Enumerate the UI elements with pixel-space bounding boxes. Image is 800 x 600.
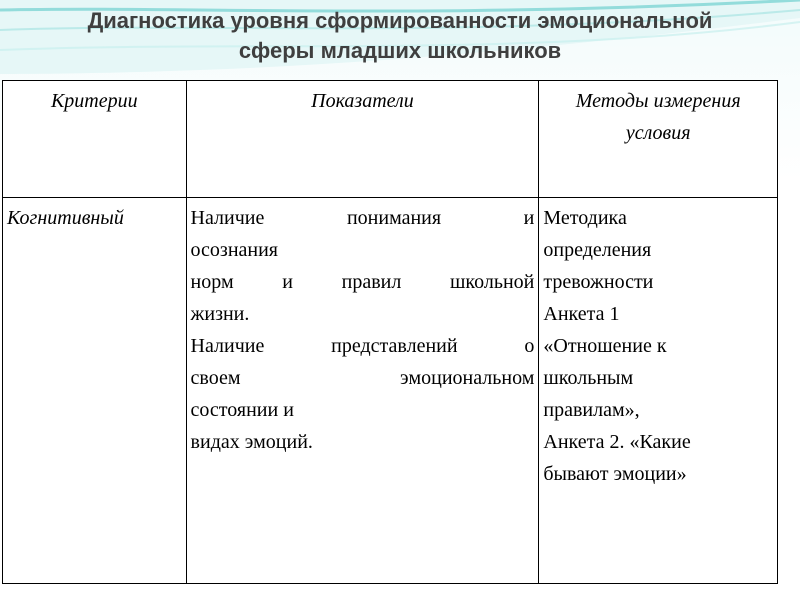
indicator-line: Наличие понимания и	[190, 207, 535, 229]
table-header-row	[3, 81, 778, 198]
method-line: бывают эмоции»	[543, 463, 687, 485]
indicator-line: видах эмоций.	[190, 431, 313, 453]
title-line-2: сферы младших школьников	[238, 38, 562, 63]
indicator-line: жизни.	[190, 303, 250, 325]
method-line: школьным	[543, 367, 634, 389]
method-line: «Отношение к	[543, 335, 667, 357]
method-line: Методика	[543, 207, 627, 229]
indicator-line: своем эмоциональном	[190, 367, 535, 389]
method-line: правилам»,	[543, 399, 640, 421]
method-line: Анкета 1	[543, 303, 620, 325]
header-criteria: Критерии	[3, 81, 187, 198]
indicator-line: норм и правил школьной	[190, 271, 535, 293]
method-line: определения	[543, 239, 652, 261]
header-methods: Методы измерения условия	[539, 81, 778, 198]
slide-title	[0, 6, 800, 66]
cell-criterion: Когнитивный	[3, 198, 187, 584]
method-line: Анкета 2. «Какие	[543, 431, 691, 453]
indicator-line: осознания	[190, 239, 279, 261]
indicator-line: Наличие представлений о	[190, 335, 535, 357]
indicator-line: состоянии и	[190, 399, 294, 421]
table-row	[3, 198, 778, 584]
cell-indicators	[186, 198, 539, 584]
title-line-1: Диагностика уровня сформированности эмоциональной	[87, 8, 713, 33]
cell-methods	[539, 198, 778, 584]
header-indicators: Показатели	[186, 81, 539, 198]
method-line: тревожности	[543, 271, 654, 293]
criteria-table	[2, 80, 778, 584]
